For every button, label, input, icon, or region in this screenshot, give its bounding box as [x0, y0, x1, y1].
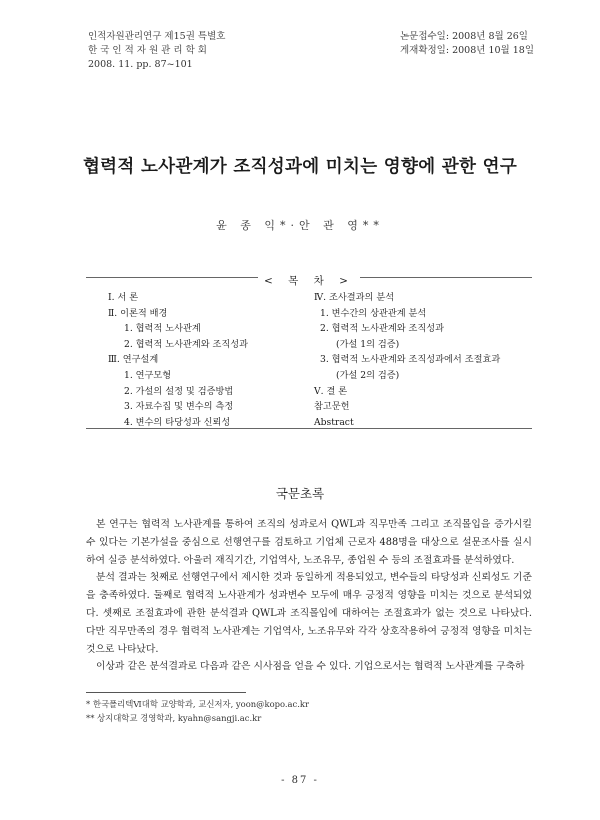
submission-dates	[400, 30, 534, 58]
toc-item: Abstract	[314, 416, 354, 428]
paper-title: 협력적 노사관계가 조직성과에 미치는 영향에 관한 연구	[82, 157, 518, 177]
abstract-heading: 국문초록	[275, 486, 325, 501]
footnote-divider	[86, 692, 246, 693]
journal-name: 인적자원관리연구 제15권 특별호	[88, 31, 226, 42]
toc-item: 2. 가설의 설정 및 검증방법	[124, 385, 234, 397]
journal-info	[88, 30, 225, 72]
society-name: 한 국 인 적 자 원 관 리 학 회	[88, 45, 207, 56]
accepted-date: 게재확정일: 2008년 10월 18일	[399, 45, 534, 56]
toc-item: (가설 1의 검증)	[336, 338, 400, 350]
toc-item: 1. 협력적 노사관계	[124, 323, 201, 335]
toc-left-column	[102, 290, 248, 430]
footnote-first-author: * 한국폴리텍Ⅵ대학 교양학과, 교신저자, yoon@kopo.ac.kr	[86, 699, 309, 709]
toc-item: Ⅳ. 조사결과의 분석	[314, 292, 395, 303]
toc-heading: < 목 차 >	[258, 275, 360, 287]
abstract-paragraph: 분석 결과는 첫째로 선행연구에서 제시한 것과 동일하게 적용되었고, 변수들의 타당성과 신뢰성도 기준을 충족하였다. 둘째로 협력적 노사관계가 성과변수 모두에 매우 긍정적 영향을 미치는 것으로 분석되었다. 셋째로 조절효과에 관한 분석결과 QWL과 조직몰입에 대하여는 조절효과가 없는 것으로 나타났다. 다만 직무만족의 경우 협력적 노사관계는 기업역사, 노조유무와 각각 상호작용하여 긍정적 영향을 미치는 것으로 나타났다.	[86, 572, 532, 655]
toc-item: Ⅱ. 이론적 배경	[108, 307, 168, 319]
table-of-contents	[86, 277, 532, 429]
toc-item: 3. 자료수집 및 변수의 측정	[124, 401, 234, 413]
toc-item: 1. 연구모형	[124, 369, 172, 381]
footnote-second-author: ** 상지대학교 경영학과, kyahn@sangji.ac.kr	[86, 712, 262, 723]
toc-heading-wrap	[86, 269, 532, 288]
toc-item: 2. 협력적 노사관계와 조직성과	[320, 323, 445, 335]
toc-right-column	[314, 290, 500, 430]
toc-item: (가설 2의 검증)	[336, 369, 400, 381]
abstract-paragraph: 이상과 같은 분석결과로 다음과 같은 시사점을 얻을 수 있다. 기업으로서는 협력적 노사관계를 구축하	[96, 661, 525, 673]
page-number: - 87 -	[281, 775, 319, 786]
toc-item: Ⅴ. 결 론	[314, 385, 348, 397]
toc-item: Ⅰ. 서 론	[108, 292, 139, 303]
received-date: 논문접수일: 2008년 8월 26일	[399, 31, 528, 42]
author-line: 윤 종 익*·안 관 영**	[216, 219, 384, 232]
abstract-paragraph: 본 연구는 협력적 노사관계를 통하여 조직의 성과로서 QWL과 직무만족 그리고 조직몰입을 증가시킬 수 있다는 기본가설을 중심으로 선행연구를 검토하고 기업체 근로자 488명을 대상으로 설문조사를 실시하여 실증 분석하였다. 아울러 재직기간, 기업역사, 노조유무, 종업원 수 등의 조절효과를 분석하였다.	[86, 519, 532, 566]
toc-item: 참고문헌	[314, 401, 350, 413]
issue-pages: 2008. 11. pp. 87~101	[88, 59, 193, 70]
toc-item: 4. 변수의 타당성과 신뢰성	[124, 416, 231, 428]
toc-item: 3. 협력적 노사관계와 조직성과에서 조절효과	[320, 354, 501, 366]
toc-item: 1. 변수간의 상관관계 분석	[320, 307, 427, 319]
footnotes	[86, 698, 309, 725]
abstract-body	[86, 516, 532, 676]
toc-item: 2. 협력적 노사관계와 조직성과	[124, 338, 249, 350]
toc-item: Ⅲ. 연구설계	[108, 354, 159, 366]
